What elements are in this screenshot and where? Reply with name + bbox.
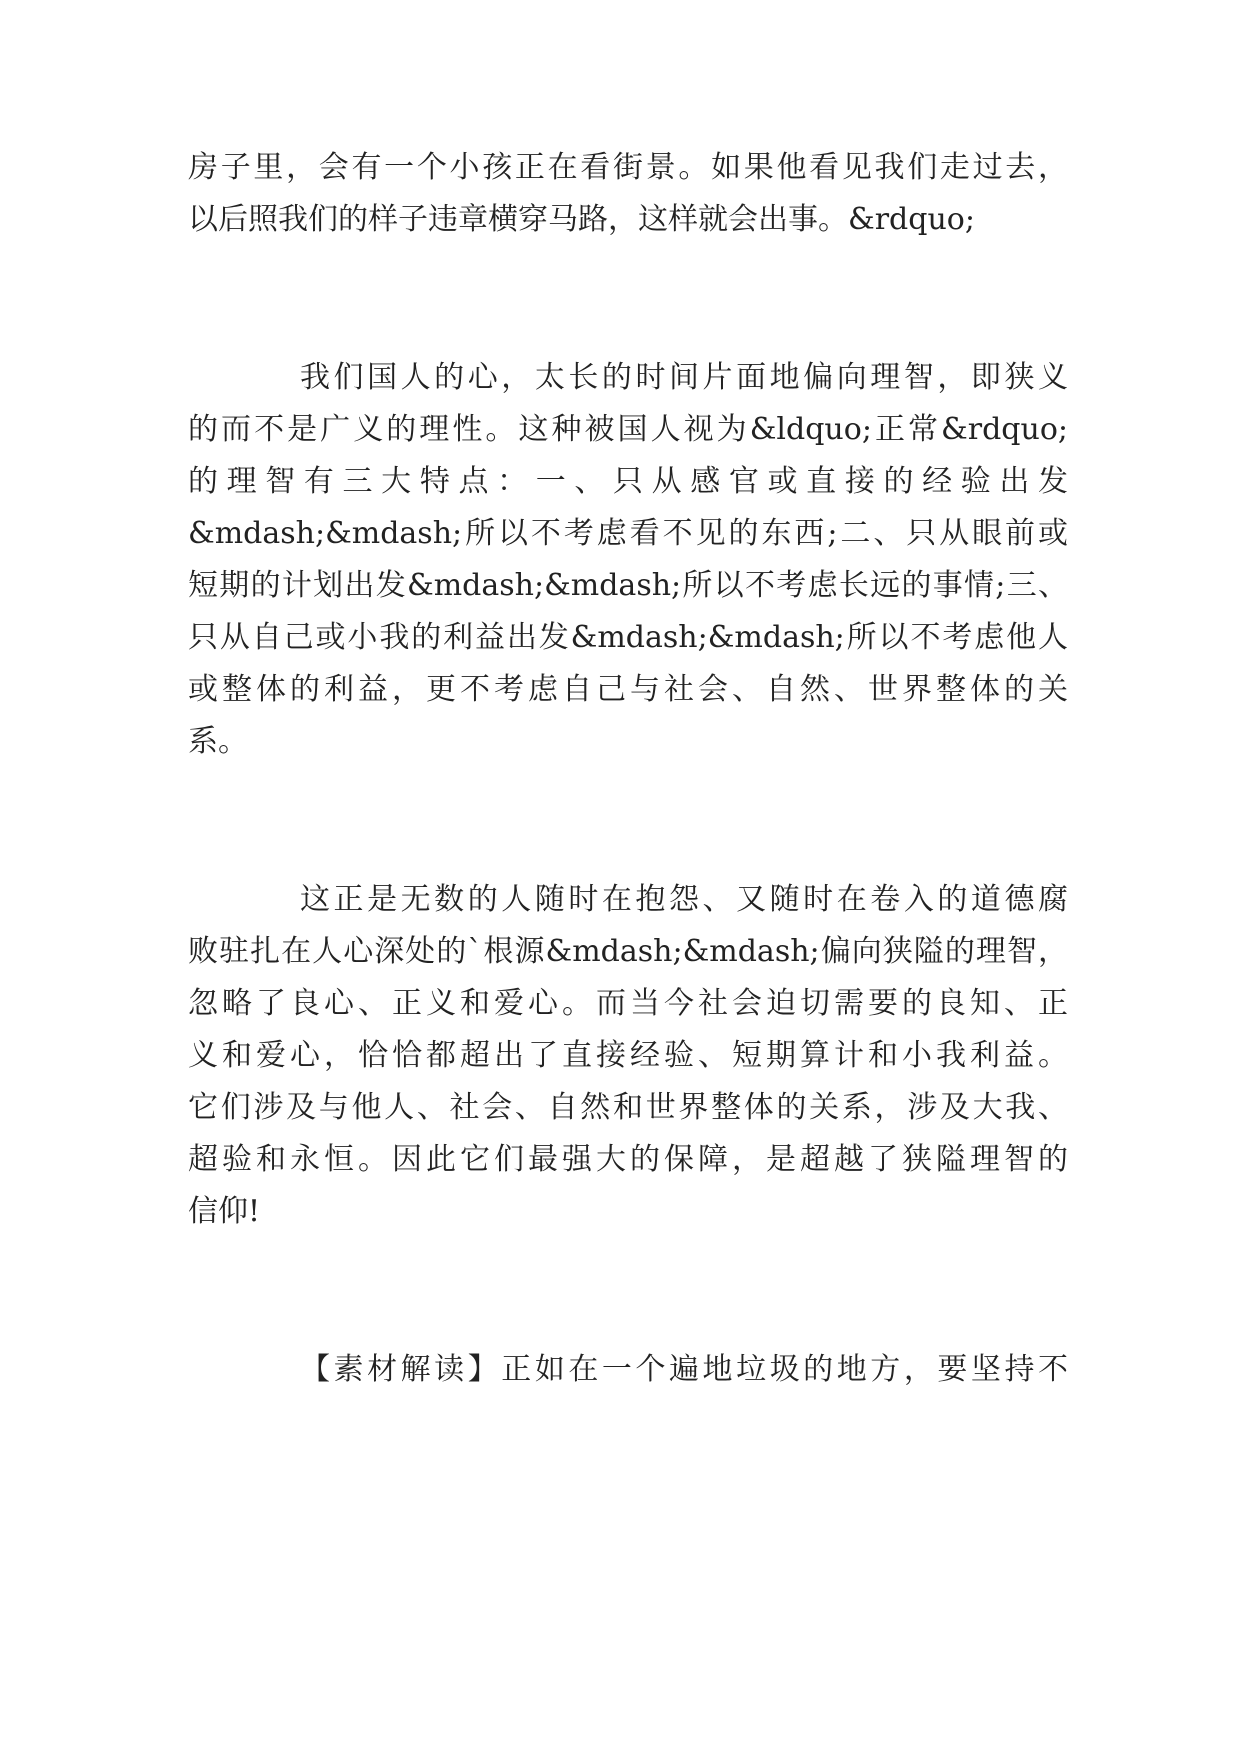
paragraph-2-line-7: 或整体的利益，更不考虑自己与社会、自然、世界整体的关 [188,672,1068,707]
paragraph-1-line-2: 以后照我们的样子违章横穿马路，这样就会出事。&rdquo; [188,202,975,237]
paragraph-3-line-6: 超验和永恒。因此它们最强大的保障，是超越了狭隘理智的 [188,1142,1068,1177]
paragraph-4-line-1: 【素材解读】正如在一个遍地垃圾的地方，要坚持不 [300,1352,1068,1387]
paragraph-3-line-5: 它们涉及与他人、社会、自然和世界整体的关系，涉及大我、 [188,1090,1068,1125]
paragraph-1-line-1: 房子里，会有一个小孩正在看街景。如果他看见我们走过去， [188,150,1068,185]
paragraph-3-line-3: 忽略了良心、正义和爱心。而当今社会迫切需要的良知、正 [188,986,1068,1021]
paragraph-3-line-1: 这正是无数的人随时在抱怨、又随时在卷入的道德腐 [300,882,1068,917]
paragraph-3-line-2: 败驻扎在人心深处的`根源&mdash;&mdash;偏向狭隘的理智， [188,934,1068,969]
paragraph-3-line-7: 信仰! [188,1194,261,1229]
paragraph-2-line-4: &mdash;&mdash;所以不考虑看不见的东西;二、只从眼前或 [188,516,1068,551]
paragraph-2-line-3: 的理智有三大特点：一、只从感官或直接的经验出发 [188,464,1068,499]
paragraph-2-line-8: 系。 [188,724,248,759]
paragraph-2-line-1: 我们国人的心，太长的时间片面地偏向理智，即狭义 [300,360,1068,395]
paragraph-2-line-6: 只从自己或小我的利益出发&mdash;&mdash;所以不考虑他人 [188,620,1068,655]
paragraph-2-line-2: 的而不是广义的理性。这种被国人视为&ldquo;正常&rdquo; [188,412,1068,447]
paragraph-3-line-4: 义和爱心，恰恰都超出了直接经验、短期算计和小我利益。 [188,1038,1068,1073]
paragraph-2-line-5: 短期的计划出发&mdash;&mdash;所以不考虑长远的事情;三、 [188,568,1068,603]
